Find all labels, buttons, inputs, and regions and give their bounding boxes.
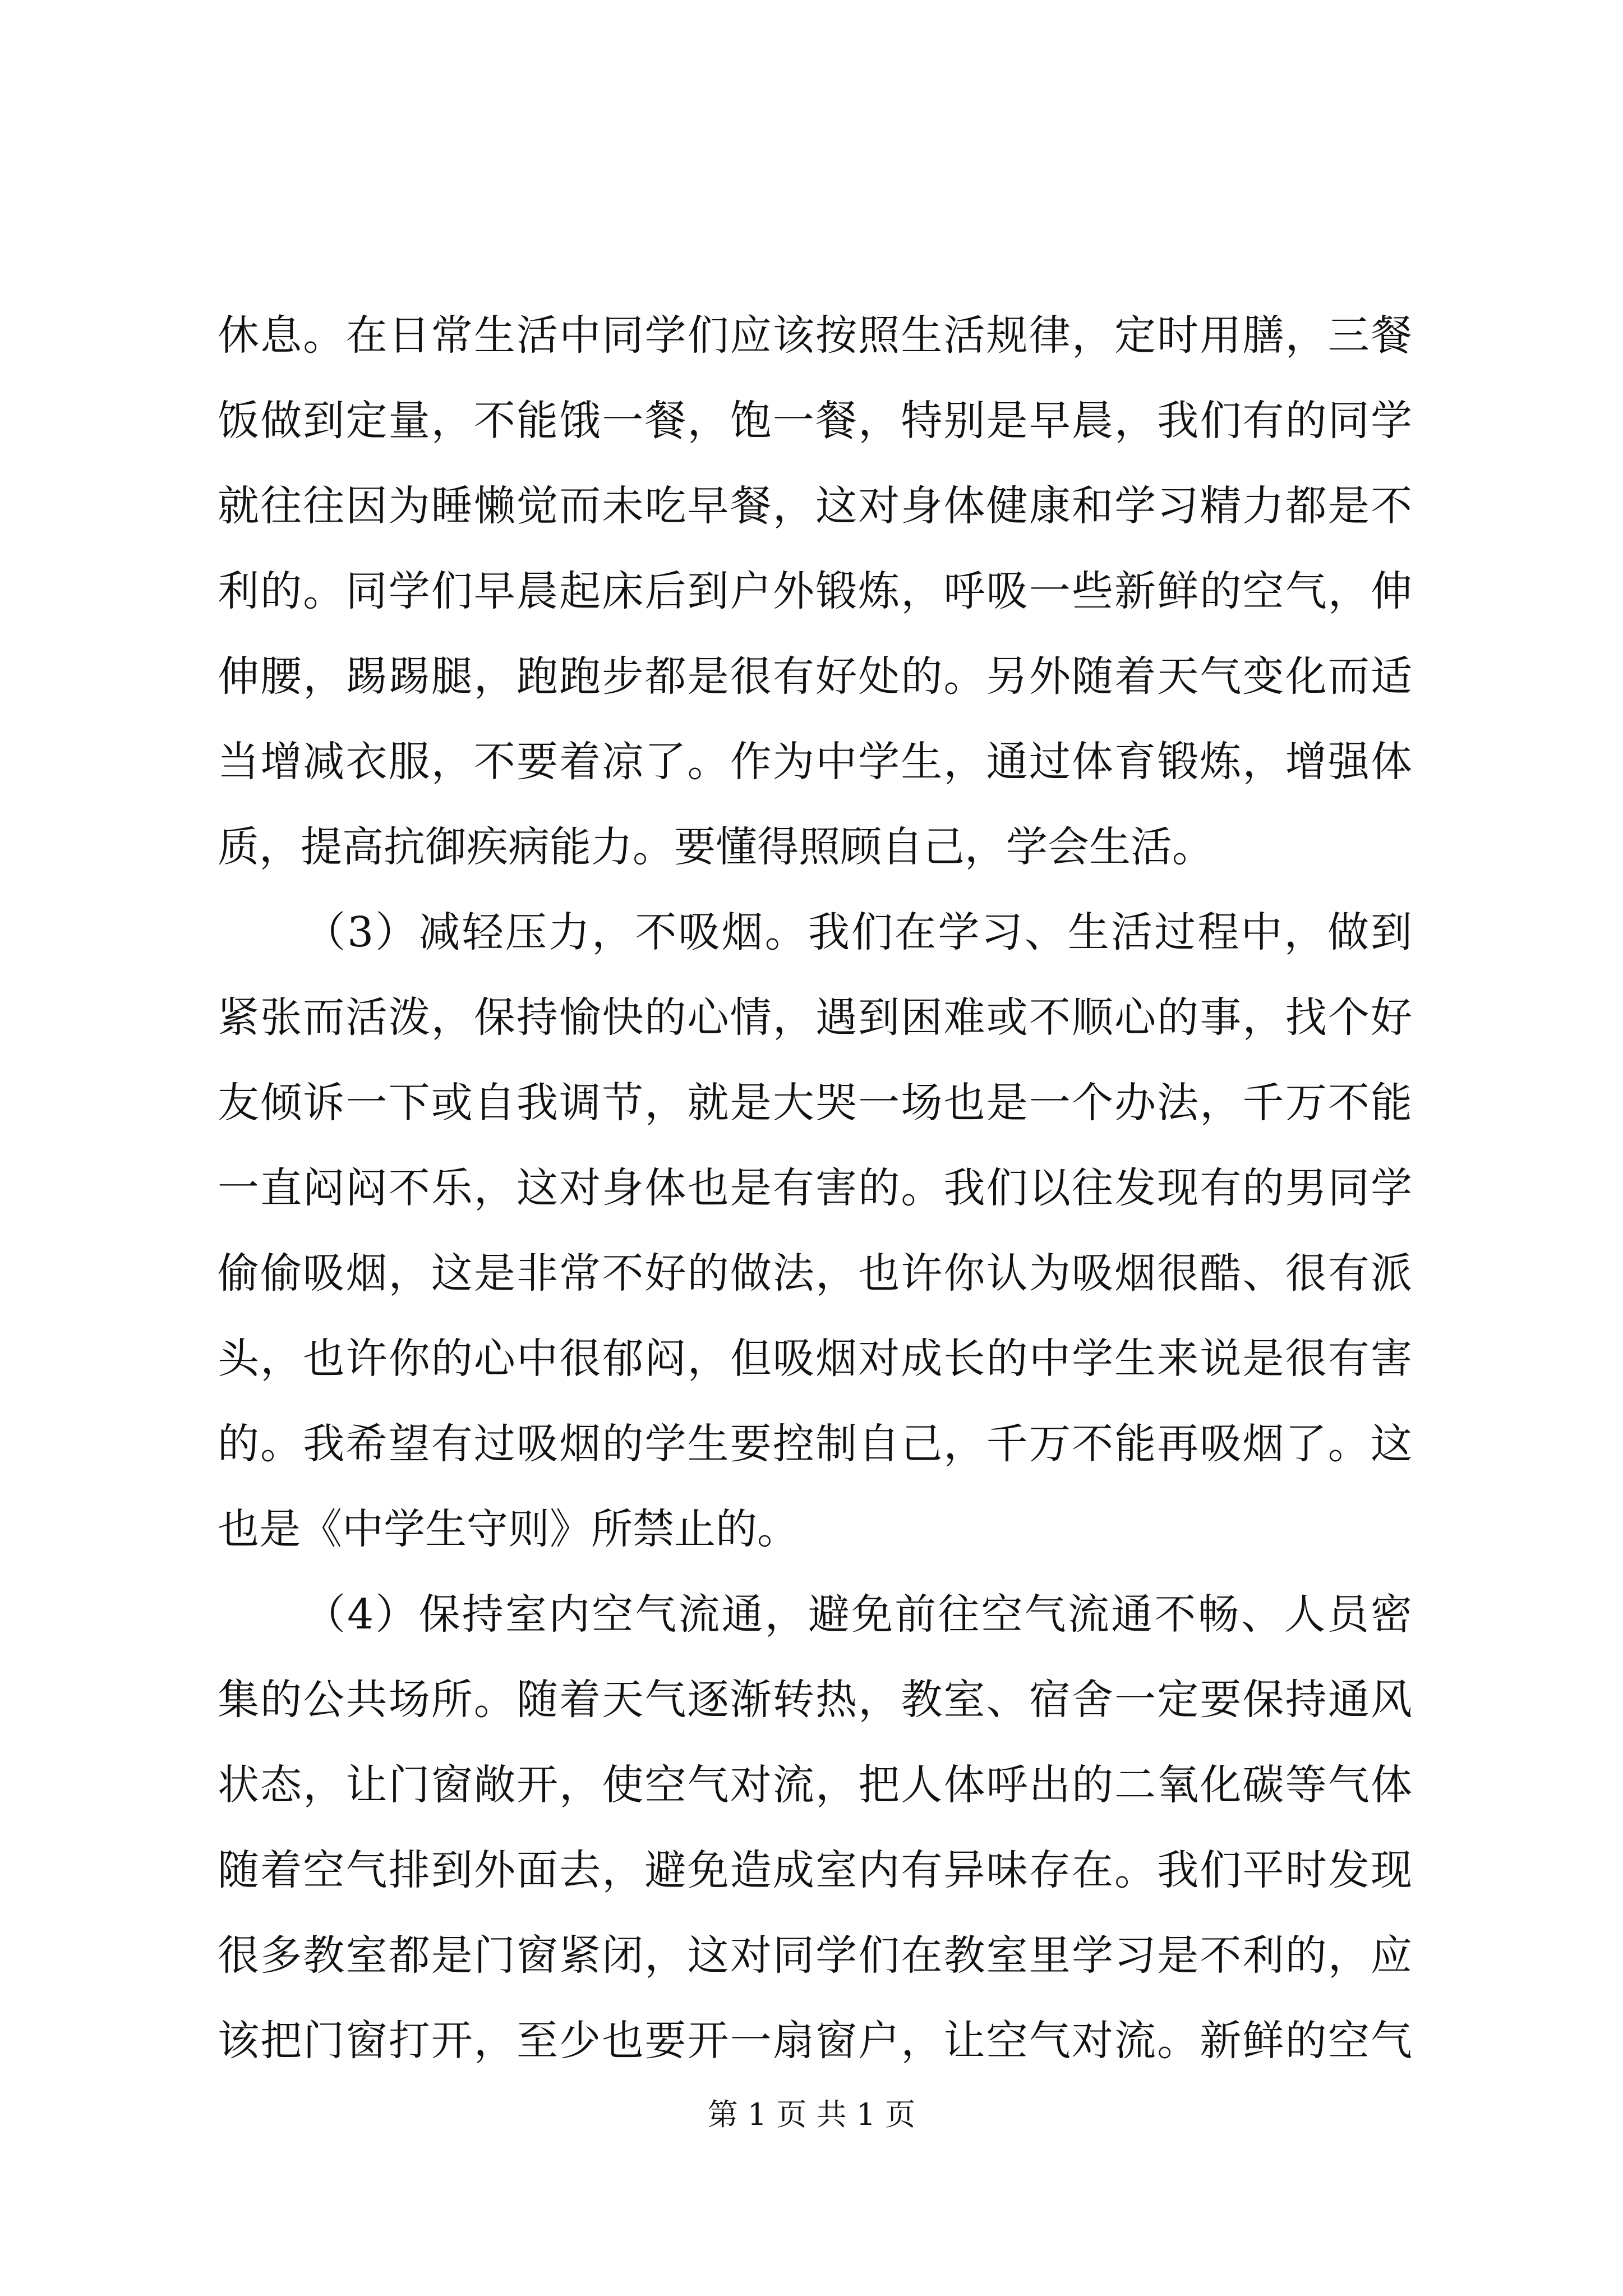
body-line-9: 紧张而活泼，保持愉快的心情，遇到困难或不顺心的事，找个好 — [218, 993, 1412, 1042]
page-number-footer: 第 1 页 共 1 页 — [707, 2097, 916, 2132]
body-line-11: 一直闷闷不乐，这对身体也是有害的。我们以往发现有的男同学 — [218, 1164, 1412, 1212]
body-line-10: 友倾诉一下或自我调节，就是大哭一场也是一个办法，千万不能 — [218, 1079, 1412, 1127]
body-line-13: 头，也许你的心中很郁闷，但吸烟对成长的中学生来说是很有害 — [218, 1335, 1412, 1383]
body-line-15: 也是《中学生守则》所禁止的。 — [218, 1505, 799, 1553]
body-line-5: 伸腰，踢踢腿，跑跑步都是很有好处的。另外随着天气变化而适 — [218, 652, 1412, 701]
body-line-4: 利的。同学们早晨起床后到户外锻炼，呼吸一些新鲜的空气，伸 — [218, 567, 1412, 615]
body-line-8: （3）减轻压力，不吸烟。我们在学习、生活过程中，做到 — [304, 908, 1412, 956]
body-line-14: 的。我希望有过吸烟的学生要控制自己，千万不能再吸烟了。这 — [218, 1420, 1412, 1468]
body-line-1: 休息。在日常生活中同学们应该按照生活规律，定时用膳，三餐 — [218, 311, 1412, 360]
body-line-16: （4）保持室内空气流通，避免前往空气流通不畅、人员密 — [304, 1590, 1412, 1639]
body-line-6: 当增减衣服，不要着凉了。作为中学生，通过体育锻炼，增强体 — [218, 738, 1412, 786]
body-line-7: 质，提高抗御疾病能力。要懂得照顾自己，学会生活。 — [218, 823, 1214, 871]
body-line-19: 随着空气排到外面去，避免造成室内有异味存在。我们平时发现 — [218, 1846, 1412, 1894]
body-line-3: 就往往因为睡懒觉而未吃早餐，这对身体健康和学习精力都是不 — [218, 482, 1412, 530]
body-line-18: 状态，让门窗敞开，使空气对流，把人体呼出的二氧化碳等气体 — [218, 1761, 1412, 1809]
body-line-17: 集的公共场所。随着天气逐渐转热，教室、宿舍一定要保持通风 — [218, 1676, 1412, 1724]
body-line-20: 很多教室都是门窗紧闭，这对同学们在教室里学习是不利的，应 — [218, 1931, 1412, 1980]
body-line-2: 饭做到定量，不能饿一餐，饱一餐，特别是早晨，我们有的同学 — [218, 397, 1412, 445]
body-line-21: 该把门窗打开，至少也要开一扇窗户，让空气对流。新鲜的空气 — [218, 2017, 1412, 2065]
body-line-12: 偷偷吸烟，这是非常不好的做法，也许你认为吸烟很酷、很有派 — [218, 1249, 1412, 1297]
